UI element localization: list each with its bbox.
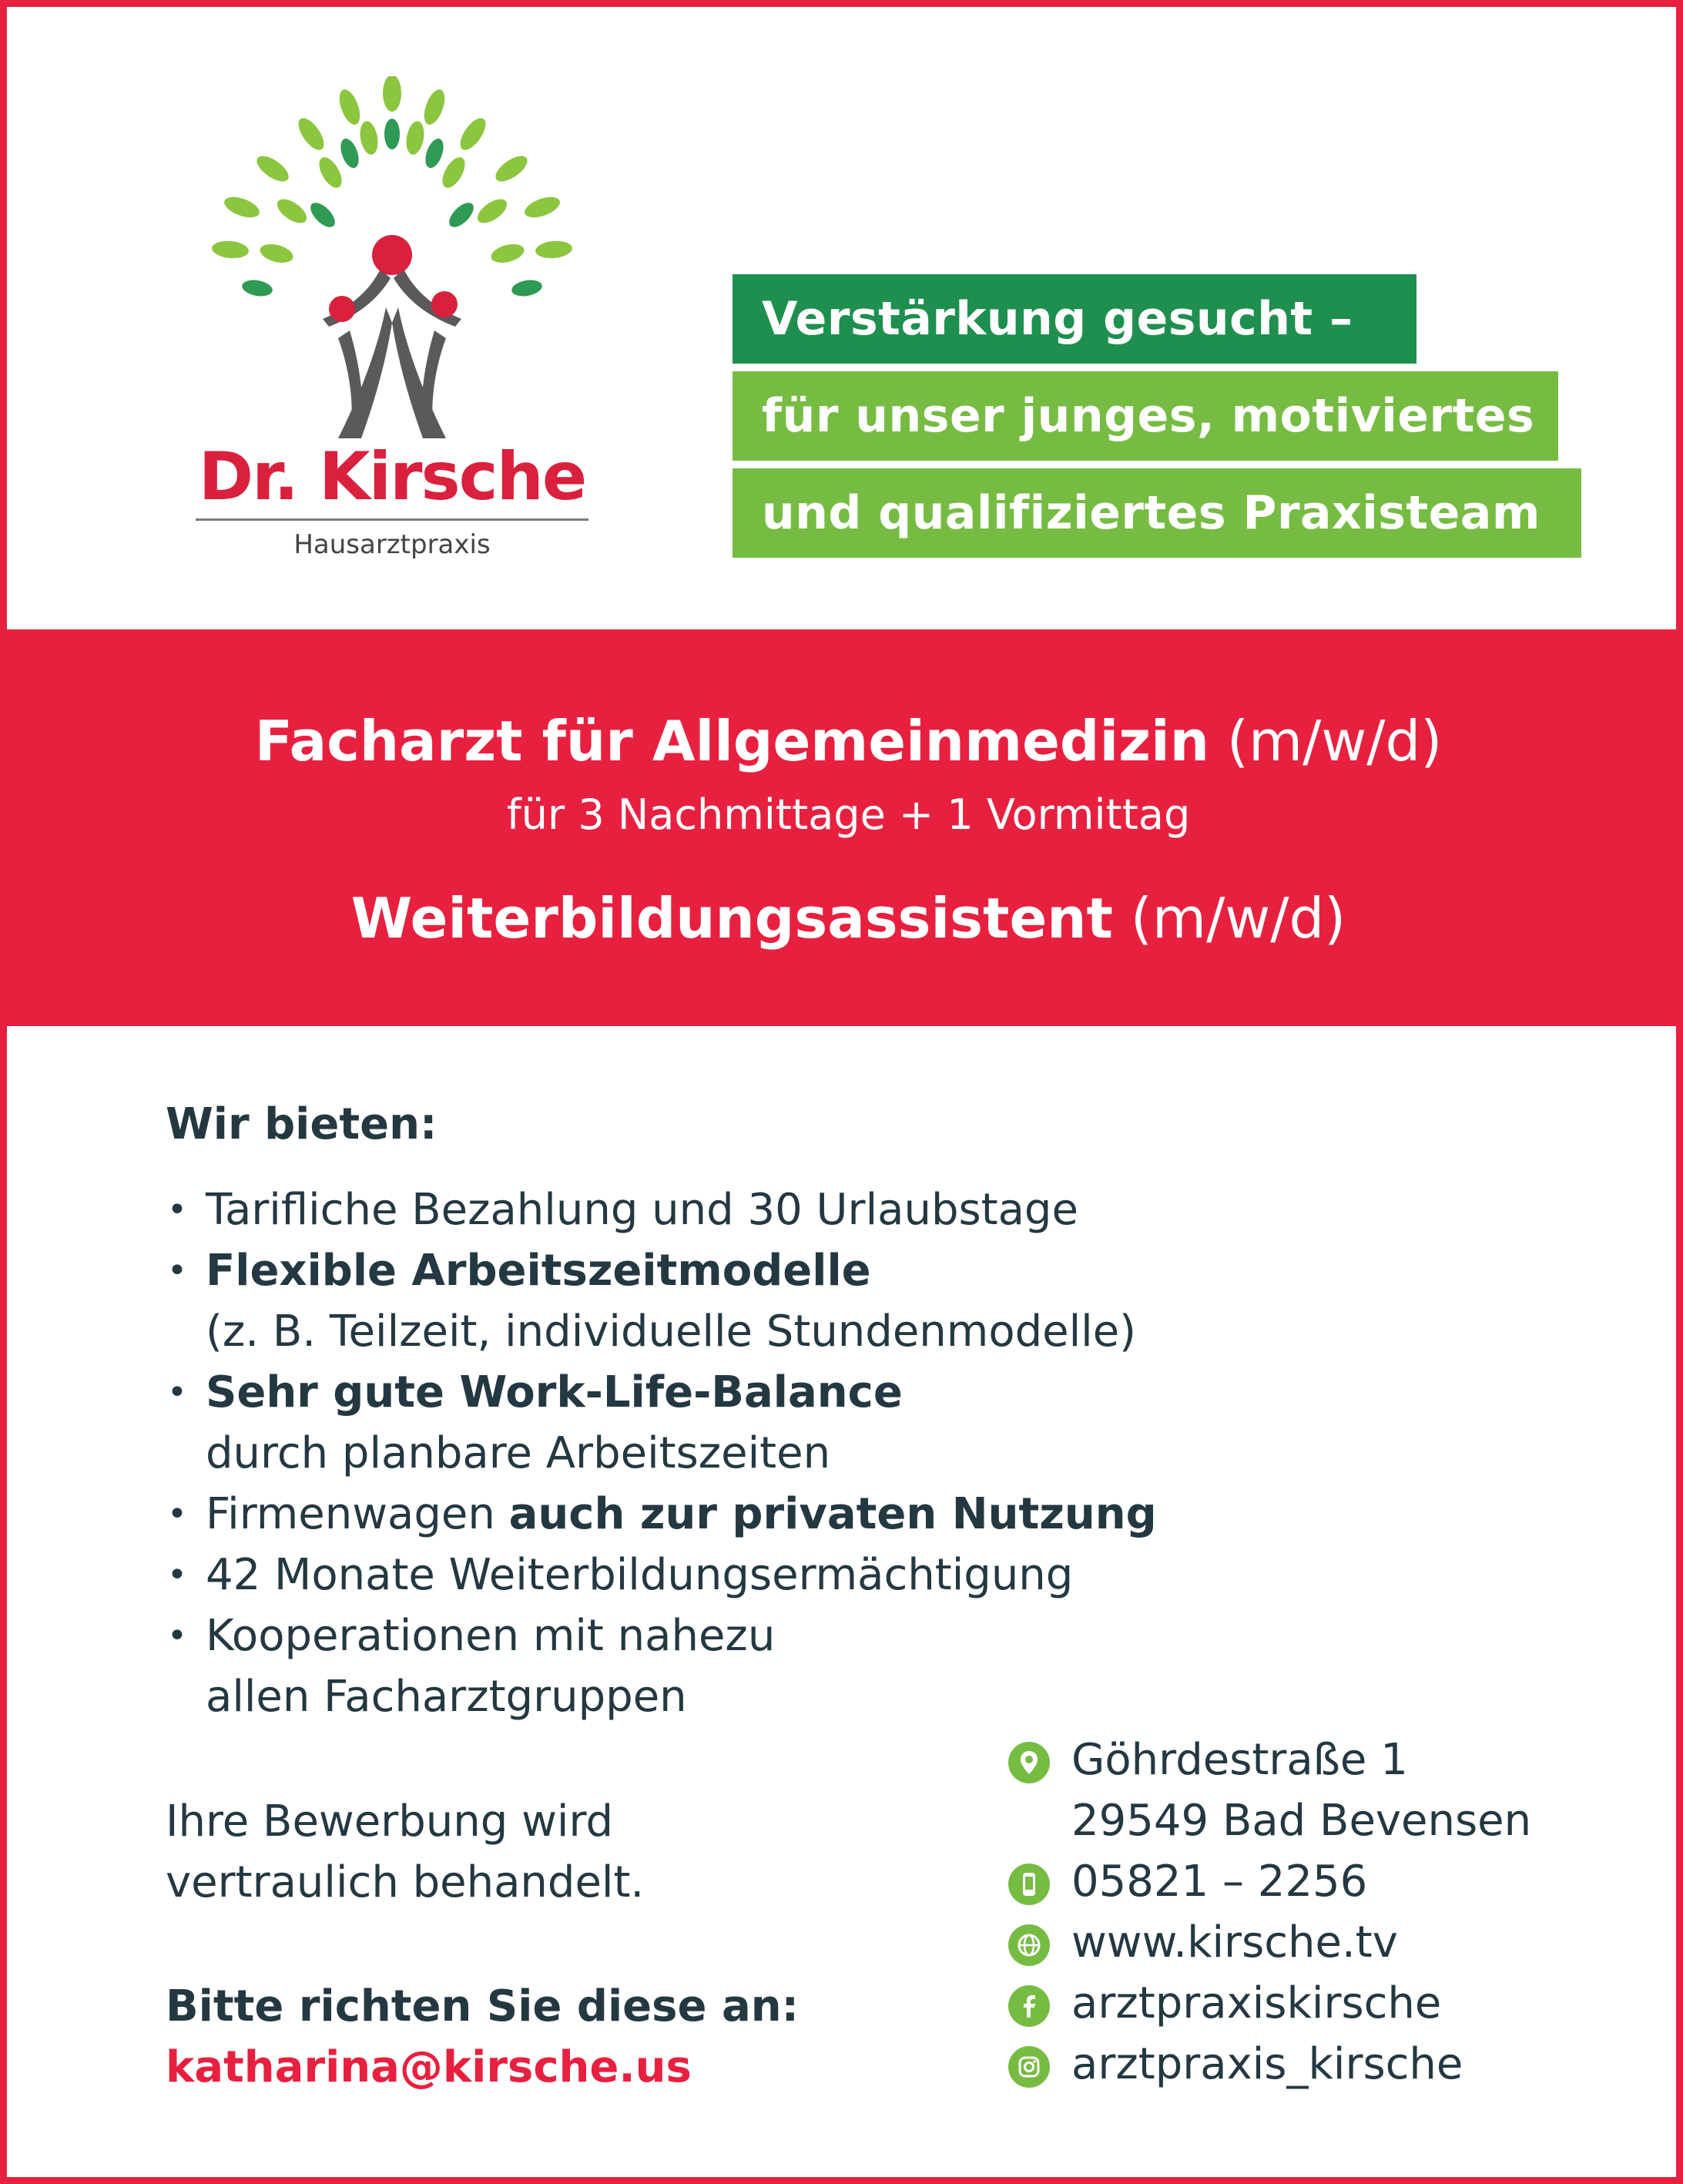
practice-logo	[184, 76, 600, 585]
contact-website[interactable]	[1008, 1912, 1531, 1973]
offer-item-cooperations	[166, 1605, 1157, 1727]
headline-line-2: für unser junges, motiviertes	[733, 371, 1558, 461]
contact-facebook[interactable]	[1008, 1973, 1531, 2034]
offer-item-work-life-balance	[166, 1362, 1157, 1484]
offers-list	[166, 1179, 1157, 1727]
contact-address	[1008, 1729, 1531, 1851]
confidential-line-1: Ihre Bewerbung wird	[166, 1797, 614, 1847]
contact-phone-number: 05821 – 2256	[1071, 1857, 1368, 1907]
headline-line-1: Verstärkung gesucht –	[733, 274, 1416, 364]
location-pin-icon	[1008, 1742, 1050, 1783]
job-1-title: Facharzt für Allgemeinmedizin	[254, 709, 1209, 773]
offer-item-salary	[166, 1179, 1157, 1240]
offer-flexible-title: Flexible Arbeitszeitmodelle	[206, 1246, 871, 1296]
headline-line-3: und qualifiziertes Praxisteam	[733, 468, 1581, 558]
offer-balance-detail: durch planbare Arbeitszeiten	[206, 1428, 831, 1478]
offer-item-flexible-hours	[166, 1240, 1157, 1362]
job-2-gender-suffix: (m/w/d)	[1130, 886, 1346, 951]
apply-prompt: Bitte richten Sie diese an:	[166, 1981, 800, 2031]
contact-info	[1008, 1729, 1531, 2095]
job-2-heading	[7, 884, 1683, 953]
job-1-gender-suffix: (m/w/d)	[1226, 709, 1443, 773]
contact-instagram[interactable]	[1008, 2034, 1531, 2095]
contact-city: 29549 Bad Bevensen	[1071, 1796, 1532, 1846]
job-2-title: Weiterbildungsassistent	[350, 886, 1113, 951]
contact-street: Göhrdestraße 1	[1071, 1735, 1408, 1785]
tree-logo-icon	[184, 76, 600, 438]
practice-subtitle: Hausarztpraxis	[293, 529, 491, 560]
instagram-icon	[1008, 2046, 1050, 2088]
facebook-icon	[1008, 1985, 1050, 2027]
contact-website-url: www.kirsche.tv	[1071, 1917, 1398, 1968]
offers-heading: Wir bieten:	[166, 1099, 438, 1149]
contact-facebook-handle: arztpraxiskirsche	[1071, 1978, 1442, 2028]
globe-icon	[1008, 1924, 1050, 1966]
contact-instagram-handle: arztpraxis_kirsche	[1071, 2039, 1463, 2089]
confidentiality-note	[166, 1791, 644, 1913]
contact-phone[interactable]	[1008, 1851, 1531, 1912]
offer-car-text: Firmenwagen	[206, 1489, 509, 1539]
offer-coop-line-1: Kooperationen mit nahezu	[206, 1611, 776, 1661]
offer-item-training	[166, 1545, 1157, 1605]
offer-coop-line-2: allen Facharztgruppen	[206, 1672, 687, 1722]
application-contact	[166, 1976, 799, 2098]
practice-name: Dr. Kirsche	[198, 438, 586, 515]
offer-balance-title: Sehr gute Work-Life-Balance	[206, 1367, 903, 1417]
application-email-link[interactable]: katharina@kirsche.us	[166, 2042, 692, 2092]
job-positions-band	[7, 629, 1683, 1026]
logo-divider	[196, 518, 588, 521]
offer-flexible-detail: (z. B. Teilzeit, individuelle Stundenmodelle)	[206, 1307, 1137, 1357]
offer-salary-text: Tarifliche Bezahlung und 30 Urlaubstage	[206, 1185, 1078, 1235]
phone-icon	[1008, 1864, 1050, 1905]
job-1-detail: für 3 Nachmittage + 1 Vormittag	[506, 790, 1191, 839]
offer-car-bold: auch zur privaten Nutzung	[508, 1489, 1157, 1539]
offer-training-text: 42 Monate Weiterbildungsermächtigung	[206, 1550, 1074, 1600]
offer-item-company-car	[166, 1484, 1157, 1545]
confidential-line-2: vertraulich behandelt.	[166, 1857, 645, 1907]
job-1-heading	[7, 706, 1683, 776]
